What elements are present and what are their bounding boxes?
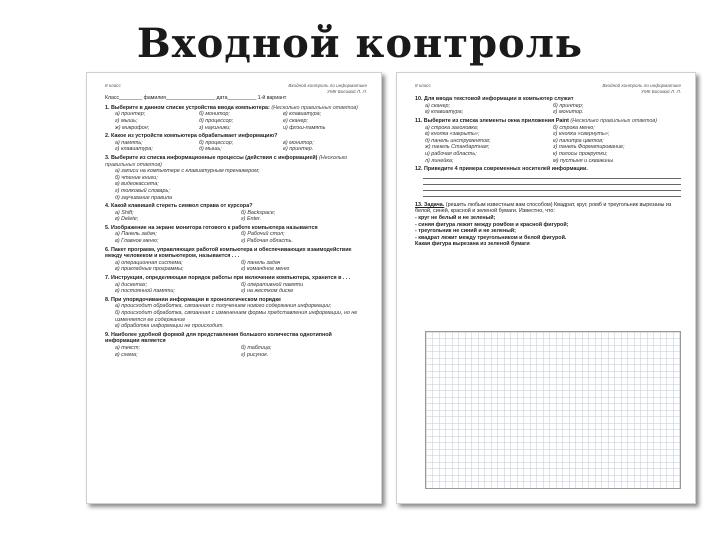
question-9 xyxy=(105,332,367,345)
answer-option[interactable]: б) панель задач xyxy=(241,259,281,266)
answer-option[interactable]: б) процессор; xyxy=(199,139,234,146)
question-6 xyxy=(105,247,367,260)
header-course xyxy=(288,83,367,94)
student-info-line: Класс________ фамилия_________________ дата__________ 1-й вариант xyxy=(105,95,287,102)
answer-option[interactable]: в) кнопка «закрыть»; xyxy=(425,131,480,138)
answer-option[interactable]: в) Главное меню; xyxy=(115,238,159,245)
question-text: 11. Выберите из списка элементы окна приложения Paint xyxy=(415,117,569,124)
answer-option[interactable]: г) на жестком диске xyxy=(241,288,294,295)
answer-option[interactable]: г) рисунок. xyxy=(241,351,269,358)
answer-option[interactable]: б) монитор; xyxy=(199,111,230,118)
answer-option[interactable]: е) палитра цветов; xyxy=(553,137,604,144)
answer-option[interactable]: в) обработка информации не происходит. xyxy=(115,323,224,330)
answer-option[interactable]: а) дискетах; xyxy=(115,281,148,288)
page-title: Входной контроль xyxy=(136,20,584,67)
question-4 xyxy=(105,203,367,210)
sheet-header xyxy=(105,83,367,94)
header-course-title: Входной контроль по информатике xyxy=(288,83,367,88)
answer-option[interactable]: в) видеокассета; xyxy=(115,181,159,188)
answer-option[interactable]: ж) панель Стандартная; xyxy=(425,144,490,151)
answer-option[interactable]: в) прикладные программы; xyxy=(115,266,184,273)
question-text: 6. Пакет программ, управляющих работой компьютера и обеспечивающих взаимодействие между человеком и компьютером, называется . . . xyxy=(105,246,352,260)
question-13-fact-2: - синяя фигура лежит между ромбом и красной фигурой; xyxy=(415,221,569,228)
header-course-author: УМК Босовой Л. Л. xyxy=(327,88,367,94)
question-1 xyxy=(415,96,681,103)
question-2 xyxy=(105,133,367,140)
answer-option[interactable]: з) наушники; xyxy=(199,124,231,131)
answer-option[interactable]: а) строка заголовка; xyxy=(425,124,479,131)
answer-option[interactable]: б) Рабочий стол; xyxy=(241,231,285,238)
answer-option[interactable]: л) линейка; xyxy=(425,157,454,164)
answer-option[interactable]: г) кнопка «свернуть»; xyxy=(553,131,610,138)
answer-option[interactable]: б) происходит обработка, связанная с изменением формы представления информации, но не изменяется ее содержание xyxy=(115,310,358,323)
answer-option[interactable]: б) оперативной памяти xyxy=(241,281,304,288)
question-list xyxy=(105,105,367,358)
answer-option[interactable]: б) строка меню; xyxy=(553,124,595,131)
answer-option[interactable]: г) монитор. xyxy=(553,109,584,116)
question-note: (Несколько правильных ответов) xyxy=(568,117,658,124)
question-1 xyxy=(105,105,367,112)
header-grade: 8 класс xyxy=(105,83,121,88)
answer-option[interactable]: д) панель инструментов; xyxy=(425,137,491,144)
question-text: 1. Выберите в данном списке устройства ввода компьютера: xyxy=(105,104,270,111)
question-3 xyxy=(105,155,367,168)
answer-option[interactable]: б) чтение книги; xyxy=(115,174,158,181)
question-text: 5. Изображение на экране монитора готового к работе компьютера называется xyxy=(105,224,318,231)
question-12: 12. Приведите 4 примера современных носителей информации. xyxy=(415,166,588,173)
answer-option[interactable]: а) записи на компьютере с клавиатурным тренажером; xyxy=(115,168,260,175)
question-text: 2. Какое из устройств компьютера обрабатывает информацию? xyxy=(105,133,278,140)
question-13-fact-3: - треугольник не синий и не зеленый; xyxy=(415,228,516,235)
question-text: 10. Для ввода текстовой информации в компьютер служит xyxy=(415,96,574,103)
answer-option[interactable]: в) клавиатура; xyxy=(283,111,322,118)
answer-options xyxy=(105,210,367,223)
answer-options xyxy=(105,168,367,201)
answer-option[interactable]: г) Enter. xyxy=(241,216,262,223)
answer-option[interactable]: в) клавиатура; xyxy=(425,109,464,116)
answer-option[interactable]: г) Рабочая область. xyxy=(241,238,293,245)
question-note: (Несколько правильных ответов) xyxy=(269,104,358,111)
answer-option[interactable]: ж) микрофон; xyxy=(115,124,150,131)
answer-option[interactable]: м) пустыня и скважины xyxy=(553,157,614,164)
answer-option[interactable]: а) память; xyxy=(115,139,143,146)
answer-option[interactable]: и) рабочая область; xyxy=(425,150,477,157)
answer-option[interactable]: а) Shift; xyxy=(115,209,134,216)
answer-option[interactable]: г) мышь; xyxy=(115,117,138,124)
answer-options xyxy=(105,345,367,358)
question-13-text: (решить любым известным вам способом) Квадрат, круг, ромб и треугольник вырезаны из белой, синей, красной и зеленой бумаги. Известно, что: xyxy=(415,201,672,215)
answer-options xyxy=(105,282,367,295)
answer-option[interactable]: в) схема; xyxy=(115,351,138,358)
header-grade: 8 класс xyxy=(415,83,431,88)
question-list xyxy=(415,96,681,164)
answer-option[interactable]: г) толковый словарь; xyxy=(115,187,170,194)
question-2 xyxy=(415,118,681,125)
answer-option[interactable]: г) клавиатура; xyxy=(115,146,153,153)
question-text: 4. Какой клавишей стереть символ справа от курсора? xyxy=(105,203,253,210)
question-8 xyxy=(105,297,367,304)
answer-options xyxy=(105,260,367,273)
answer-options xyxy=(415,125,681,165)
answer-option[interactable]: а) сканер; xyxy=(425,102,450,109)
question-13-fact-1: - круг не белый и не зеленый; xyxy=(415,214,496,221)
answer-option[interactable]: а) принтер; xyxy=(115,111,146,118)
answer-option[interactable]: б) таблица; xyxy=(241,344,272,351)
answer-option[interactable]: и) флэш-память xyxy=(283,124,326,131)
answer-option[interactable]: д) мышь; xyxy=(199,146,222,153)
answer-options xyxy=(105,231,367,244)
header-course-author: УМК Босовой Л. Л. xyxy=(641,88,681,94)
answer-option[interactable]: к) полосы прокрутки; xyxy=(553,150,608,157)
answer-option[interactable]: е) принтер. xyxy=(283,146,314,153)
answer-options xyxy=(105,140,367,153)
test-sheet-right xyxy=(396,72,696,504)
question-text: 3. Выберите из списка информационные процессы (действия с информацией) xyxy=(105,154,318,161)
answer-option[interactable]: а) Панель задач; xyxy=(115,231,157,238)
header-course xyxy=(602,83,681,94)
answer-options xyxy=(415,103,681,116)
question-13 xyxy=(415,202,681,248)
header-course-title: Входной контроль по информатике xyxy=(602,83,681,88)
answer-options xyxy=(105,303,367,329)
answer-option[interactable]: а) текст; xyxy=(115,344,140,351)
question-note: (Несколько правильных ответов) xyxy=(105,154,348,168)
answer-options xyxy=(105,111,367,131)
question-13-fact-4: - квадрат лежит между треугольником и белой фигурой. xyxy=(415,234,567,241)
answer-option[interactable]: а) происходит обработка, связанная с получением нового содержания информации; xyxy=(115,303,332,310)
answer-option[interactable]: з) панель Форматирование; xyxy=(553,144,625,151)
answer-option[interactable]: е) сканер; xyxy=(283,117,308,124)
question-7 xyxy=(105,275,367,282)
answer-grid[interactable] xyxy=(425,331,681,489)
sheet-header xyxy=(415,83,681,94)
answer-option[interactable]: в) Delete; xyxy=(115,216,139,223)
sheet-content-left xyxy=(105,83,367,495)
test-sheet-left xyxy=(86,72,382,504)
question-5 xyxy=(105,225,367,232)
answer-option[interactable]: в) постоянной памяти; xyxy=(115,288,175,295)
question-text: 8. При упорядочивании информации в хронологическом порядке xyxy=(105,296,282,303)
answer-option[interactable]: б) принтер; xyxy=(553,102,584,109)
question-text: 7. Инструкция, определяющая порядок работы при включении компьютера, хранится в . . . xyxy=(105,275,351,282)
answer-option[interactable]: а) операционная система; xyxy=(115,259,183,266)
answer-option[interactable]: д) процессор; xyxy=(199,117,234,124)
question-13-title: 13. Задача. xyxy=(415,201,445,208)
question-13-question: Какая фигура вырезана из зеленой бумаги xyxy=(415,241,530,248)
answer-option[interactable]: г) командное меню xyxy=(241,266,290,273)
answer-option[interactable]: б) Backspace; xyxy=(241,209,276,216)
answer-option[interactable]: в) монитор; xyxy=(283,139,314,146)
answer-line-4[interactable] xyxy=(423,191,681,197)
answer-lines xyxy=(415,173,681,197)
question-text: 9. Наиболее удобной формой для представления большого количества однотипной информации является xyxy=(105,331,332,345)
answer-option[interactable]: д) заучивание правила xyxy=(115,194,172,201)
